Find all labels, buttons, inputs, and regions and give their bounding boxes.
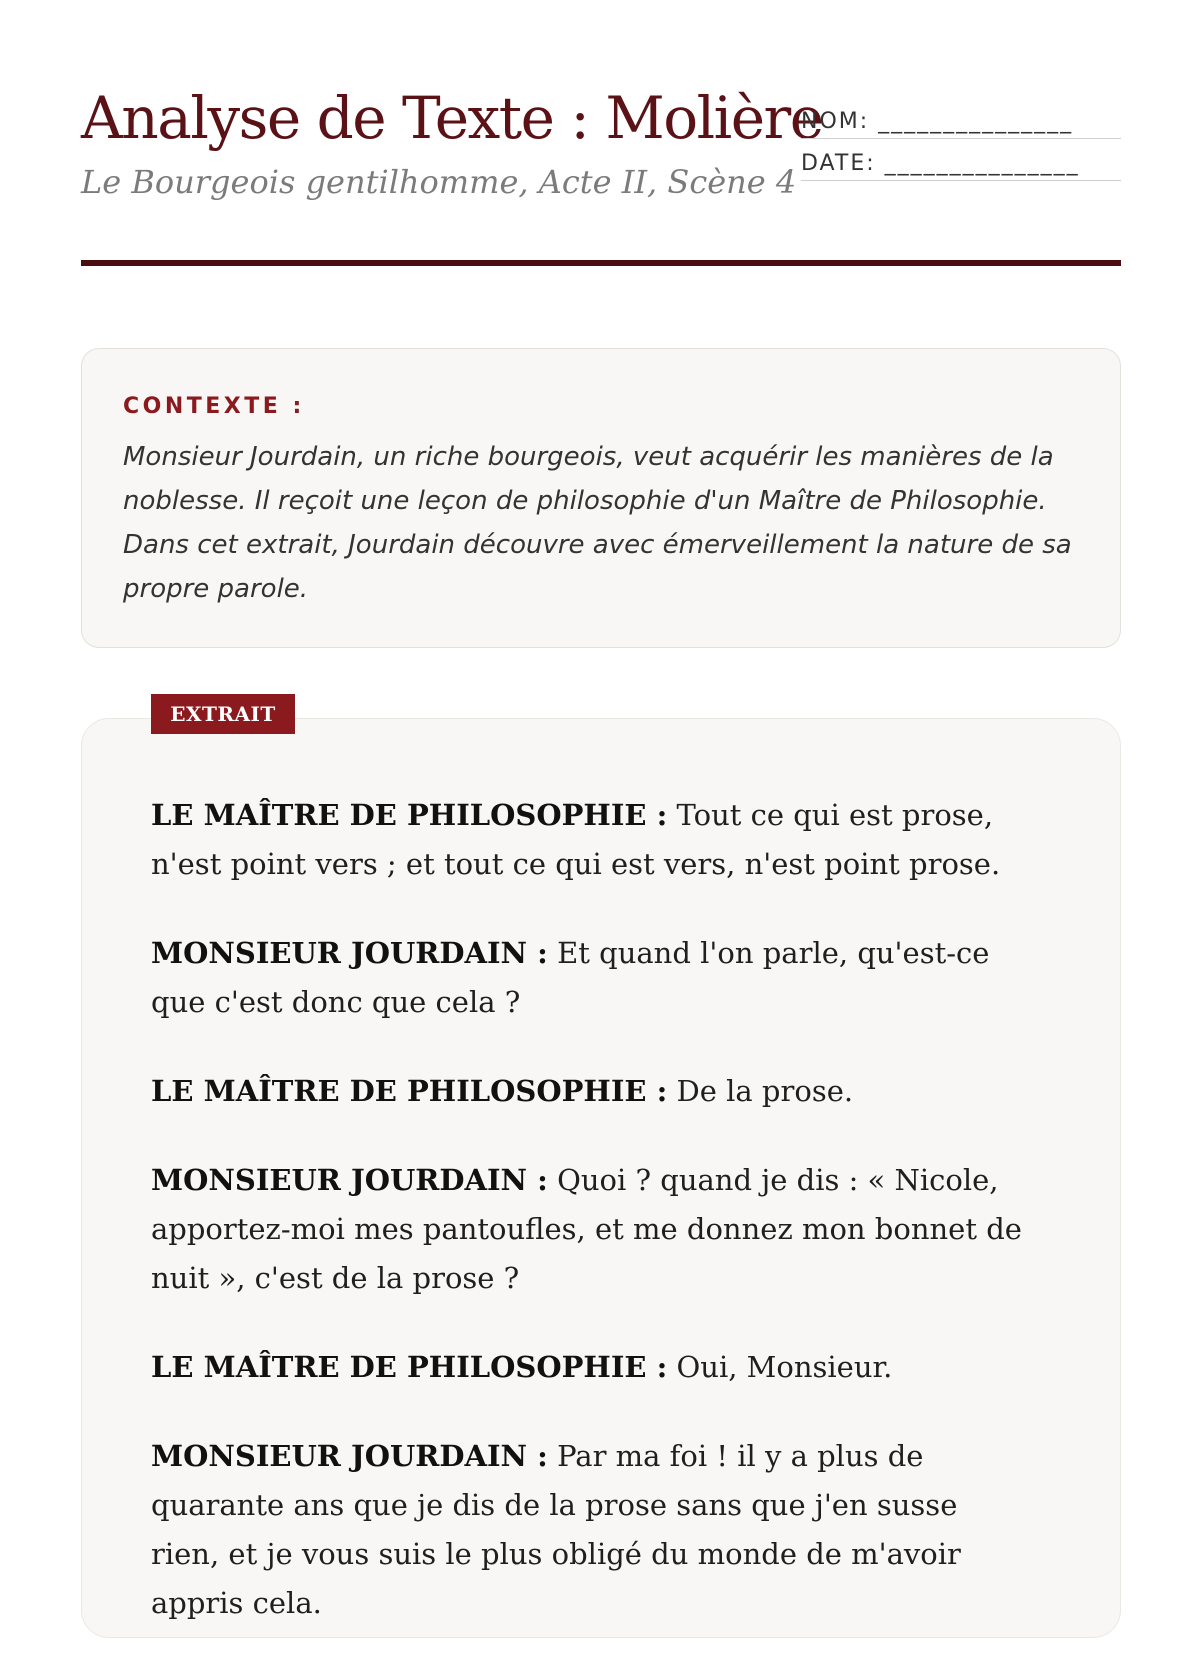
- speaker-name: LE MAÎTRE DE PHILOSOPHIE :: [151, 798, 668, 832]
- page-title: Analyse de Texte : Molière: [81, 84, 823, 152]
- dialogue-line: [151, 1156, 1031, 1303]
- speaker-name: LE MAÎTRE DE PHILOSOPHIE :: [151, 1350, 668, 1384]
- line-text: Tout ce qui est prose, n'est point vers ; et tout ce qui est vers, n'est point prose.: [151, 798, 1001, 881]
- extract-box: [81, 718, 1121, 1638]
- dialogue-line: [151, 929, 1031, 1027]
- speaker-name: LE MAÎTRE DE PHILOSOPHIE :: [151, 1074, 668, 1108]
- context-box: [81, 348, 1121, 648]
- extract-badge: EXTRAIT: [151, 694, 295, 734]
- context-label: CONTEXTE :: [123, 394, 305, 419]
- line-text: Oui, Monsieur.: [667, 1350, 893, 1384]
- speaker-name: MONSIEUR JOURDAIN :: [151, 1163, 548, 1197]
- dialogue-line: [151, 1067, 1031, 1116]
- speaker-name: MONSIEUR JOURDAIN :: [151, 1439, 548, 1473]
- speaker-name: MONSIEUR JOURDAIN :: [151, 936, 548, 970]
- line-text: Quoi ? quand je dis : « Nicole, apportez-moi mes pantoufles, et me donnez mon bonnet de nuit », c'est de la prose ?: [151, 1163, 1022, 1295]
- page-subtitle: Le Bourgeois gentilhomme, Acte II, Scène 4: [81, 163, 797, 201]
- header: [81, 78, 1121, 268]
- nom-field: NOM: _______________: [801, 102, 1121, 139]
- line-text: De la prose.: [667, 1074, 854, 1108]
- dialogue: [151, 791, 1031, 1668]
- date-field: DATE: _______________: [801, 144, 1121, 181]
- context-text: Monsieur Jourdain, un riche bourgeois, veut acquérir les manières de la noblesse. Il reçoit une leçon de philosophie d'un Maître de Philosophie. Dans cet extrait, Jourdain découvre avec émerveillement la nature de sa propre parole.: [123, 442, 1072, 604]
- dialogue-line: [151, 791, 1031, 889]
- dialogue-line: [151, 1432, 1031, 1628]
- dialogue-line: [151, 1343, 1031, 1392]
- line-text: Et quand l'on parle, qu'est-ce que c'est donc que cela ?: [151, 936, 990, 1019]
- line-text: Par ma foi ! il y a plus de quarante ans que je dis de la prose sans que j'en susse rien, et je vous suis le plus obligé du monde de m'avoir appris cela.: [151, 1439, 961, 1620]
- header-divider: [81, 260, 1121, 266]
